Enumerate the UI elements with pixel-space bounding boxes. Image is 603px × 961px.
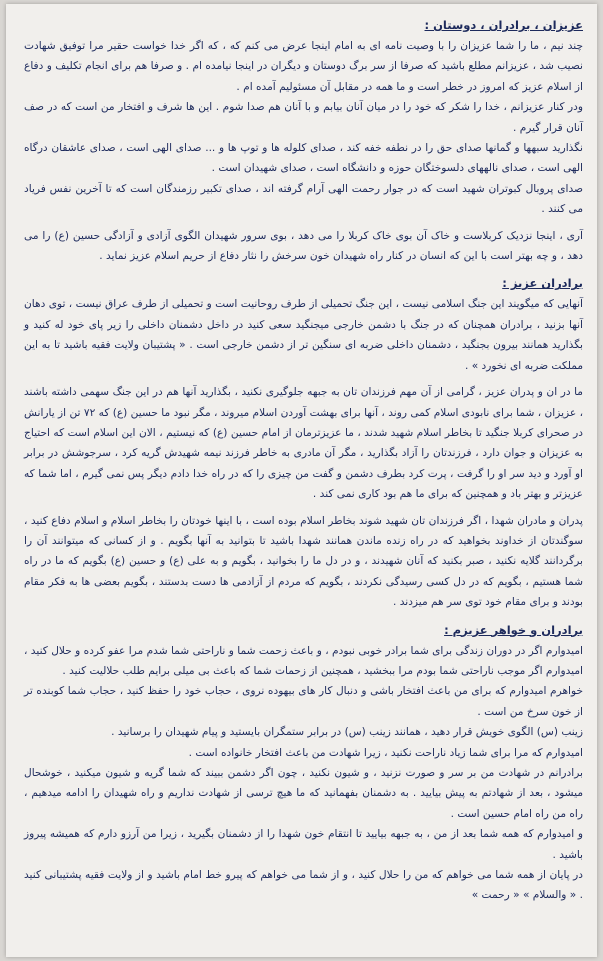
paragraph-companions: ودر کنار عزیزانم ، خدا را شکر که خود را در میان آنان بیابم و با آنان هم صدا شوم . این ها شرف و افتخار من است که در صف آنان قرار گیرم . [24,101,583,134]
paragraph-intro: چند نیم ، ما را شما عزیزان را با وصیت نامه ای به امام اینجا عرض می کنم که ، که اگر خدا خواست حقیر مرا توفیق شهادت نصیب شد ، عزیزانم مطلع باشید که صرفا از سر برگ دوستان و دیگران در اینجا نیامده ام . و صرفا هم برای انجام تکلیف و دفاع از اسلام عزیز که امروز در خطر است و ما همه در مقابل آن مسئولیم آمده ام . [24,40,583,93]
paragraph-forgiveness: امیدوارم اگر در دوران زندگی برای شما برادر خوبی نبودم ، و باعث زحمت شما و ناراحتی شما شدم مرا عفو کرده و حلال کنید ، امیدوارم اگر موجب ناراحتی شما بودم مرا ببخشید ، همچنین از زحمات شما که باعث بی میلی برایم طلب حلالیت کنید . [24,644,583,677]
paragraph-martyrs-voice: صدای پروبال کبوتران شهید است که در جوار رحمت الهی آرام گرفته اند ، صدای تکبیر رزمندگان است که تا آخرین نفس فریاد می کنند . [24,182,583,216]
handwritten-will-document [24,14,583,906]
paragraph-front: و امیدوارم که همه شما بعد از من ، به جبهه بیایید تا انتقام خون شهدا را از دشمنان بگیرید ، زیرا من آرزو دارم که همیشه پیروز باشید . [24,828,583,861]
paragraph-karbala: آری ، اینجا نزدیک کربلاست و خاک آن بوی خاک کربلا را می دهد ، بوی سرور شهیدان الگوی آزادی و آزادگی حسین (ع) را می دهد ، و چه بهتر است با این که انسان در کنار راه شهیدان خون سرخش را نثار دفاع از حریم اسلام عزیز نماید . [24,229,583,263]
section-heading-friends: عزیزان ، برادران ، دوستان : [424,18,583,32]
paragraph-parents-message: ما در ان و پدران عزیز ، گرامی از آن مهم فرزندان تان به جبهه جلوگیری نکنید ، بگذارید آنها هم در این جنگ سهمی داشته باشند ، عزیزان ، شما برای نابودی اسلام کمی روند ، آنها برای بهشت آوردن اسلام میروند ، مگر نبود ما حسین (ع) که ۷۲ تن از یارانش در صحرای کربلا جنگید تا بخاطر اسلام شهید شدند ، ما عزیزترمان از امام حسین (ع) که نیستیم ، الان این اسلام است که احتیاج به عزیزان و جوان دارد ، فرزندتان را آزاد بگذارید ، مگر آن مادری به خاطر فرزند نیمه شهیدش گریه کرد ، سرجوشش در برابر او آورد و دید سر او را گرفت ، پرت کرد بطرف دشمن و گفت من چیزی را که در راه خدا دادم دیگر پس نمی گیرم ، اما شما که عزیزتر و بهتر باد و همچنین که برای ما هم بود کاری نمی کند . [24,386,583,501]
paragraph-no-mourning: برادرانم در شهادت من بر سر و صورت نزنید ، و شیون نکنید ، چون اگر دشمن ببیند که شما گریه و شیون میکنید ، خوشحال میشود ، بعد از شهادتم به پیش بیایید . به دشمنان بفهمانید که ما هیچ ترسی از شهادت نداریم و راه شهیدان را ادامه میدهیم ، راه من راه امام حسین است . [24,767,583,820]
paragraph-sister-hijab: خواهرم امیدوارم که برای من باعث افتخار باشی و دنبال کار های بیهوده نروی ، حجاب خود را حفظ کنید ، حجاب شما کوبنده تر از خون سرخ من است . [24,685,583,718]
paragraph-hope: امیدوارم که مرا برای شما زیاد ناراحت نکنید ، زیرا شهادت من باعث افتخار خانواده است . [188,746,583,759]
closing-line: در پایان از همه شما می خواهم که من را حلال کنید ، و از شما می خواهم که پیرو خط امام باشید و از ولایت فقیه پشتیبانی کنید . « والسلام » « رحمت » [24,869,583,902]
paragraph-war-message: آنهایی که میگویند این جنگ اسلامی نیست ، این جنگ تحمیلی از طرف روحانیت است و تحمیلی از طرف عراق نیست ، توی دهان آنها بزنید ، برادران همچنان که در جنگ با دشمن خارجی میجنگید سعی کنید در داخل دشمنان داخلی را زیر پای خود له کنید و بگذارید همانند بیرون بجنگید ، دشمنان داخلی ضربه ای سنگین تر از دشمن خارجی است . « پشتیبان ولایت فقیه باشید تا به این مملکت ضربه ای نخورد » . [24,298,583,372]
section-heading-brothers: برادران عزیز : [502,276,583,291]
paragraph-martyrs-parents: پدران و مادران شهدا ، اگر فرزندان تان شهید شوند بخاطر اسلام بوده است ، با اینها خودتان را بخاطر اسلام و اسلام دفاع کنید ، سوگندتان از خداوند بخواهید که در راه زنده ماندن همانند شهدا باشید تا بتوانید به آنها بگویم . و از کسانی که میتوانند آن را برگردانند گلایه نکنید ، صبر بکنید که آنان شهیدند ، و در دل ما را بخوانید ، بگویم و به علی (ع) و حسین (ع) بگویم که ما در راه شما هستیم ، بگویم که در دل کسی رسیدگی نکردند ، بگویم که مردم از آزادمی ها دست بدستند ، بگویم بعضی ها به فکر مقام بودند و برای مقام خود توی سر هم میزدند . [24,514,583,609]
paragraph-zeinab: زینب (س) الگوی خویش قرار دهید ، همانند زینب (س) در برابر ستمگران بایستید و پیام شهیدان را برسانید . [111,726,583,739]
section-heading-siblings: برادران و خواهر عزیزم : [444,622,583,637]
paragraph-voices: نگذارید سبهها و گمانها صدای حق را در نطفه خفه کند ، صدای کلوله ها و توپ ها و ... صدای الهی است ، صدای عاشقان درگاه الهی است ، صدای نالههای دلسوختگان حوزه و دانشگاه است ، صدای شهیدان است . [24,142,583,175]
paper-sheet [6,4,597,957]
